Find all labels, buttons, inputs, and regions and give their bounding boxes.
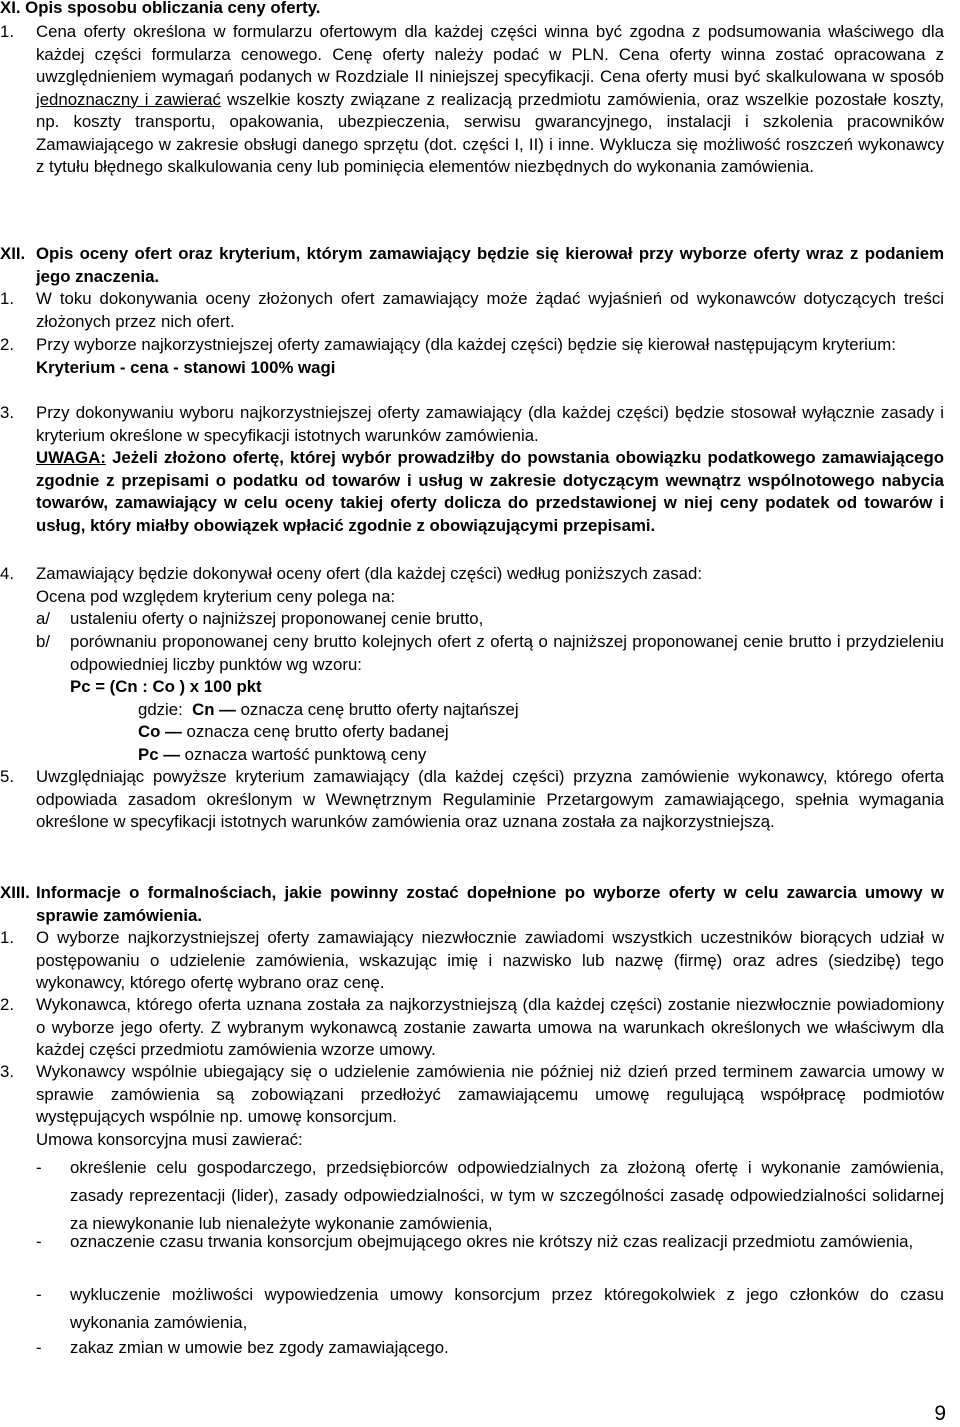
warning-text: Jeżeli złożono ofertę, której wybór prowadziłby do powstania obowiązku podatkowego zamawiającego zgodnie z przepisami o podatku od towarów i usług w zakresie dotyczącym wewnątrz wspólnotowego nabycia towarów, zamawiający w celu oceny takiej oferty dolicza do przedstawionej w niej ceny podatek od towarów i usług, który miałby obowiązek wpłacić zgodnie z obowiązującymi przepisami. [36, 448, 944, 535]
item-text-underlined: jednoznaczny i zawierać [36, 89, 221, 109]
dash-bullet: - [36, 1158, 42, 1177]
item-text [36, 334, 944, 379]
item-number: 3. [0, 1062, 14, 1081]
legend-symbol: Pc [138, 745, 159, 764]
item-number: 1. [0, 289, 14, 308]
item-number: 1. [0, 928, 14, 947]
legend-dash: — [214, 700, 241, 719]
section-number: XII. [0, 244, 26, 263]
item-text-part: Umowa konsorcyjna musi zawierać: [36, 1129, 303, 1149]
item-text-part: Ocena pod względem kryterium ceny polega na: [36, 586, 396, 606]
item-number: 2. [0, 335, 14, 354]
item-text [36, 1061, 944, 1151]
item-text: W toku dokonywania oceny złożonych ofert zamawiający może żądać wyjaśnień od wykonawców dotyczących treści złożonych przez nich ofert. [36, 289, 944, 331]
item-text-part: Wykonawcy wspólnie ubiegający się o udzielenie zamówienia nie później niż dzień przed terminem zawarcia umowy w sprawie zamówienia są zobowiązani przedłożyć zamawiającemu umowę regulującą współpracę podmiotów występujących wspólnie np. umowę konsorcjum. [36, 1062, 944, 1126]
sub-item-label: a/ [36, 609, 50, 628]
formula-legend-co [138, 721, 449, 744]
dash-text: określenie celu gospodarczego, przedsiębiorców odpowiedzialnych za złożoną ofertę i wykonanie zamówienia, zasady reprezentacji (lider), zasady odpowiedzialności, w tym w szczególności zasadę odpowiedzialności solidarnej za niewykonanie lub nienależyte wykonanie zamówienia, [70, 1158, 944, 1233]
dash-bullet: - [36, 1338, 42, 1357]
section-xii-title: Opis oceny ofert oraz kryterium, którym zamawiający będzie się kierował przy wyborze oferty wraz z podaniem jego znaczenia. [36, 244, 944, 286]
item-text: O wyborze najkorzystniejszej oferty zamawiający niezwłocznie zawiadomi wszystkich uczestników biorących udział w postępowaniu o udzielenie zamówienia, wskazując imię i nazwisko lub nazwę (firmę) oraz adres (siedzibę) tego wykonawcy, którego ofertę wybrano oraz cenę. [36, 928, 944, 992]
legend-dash: — [160, 722, 187, 741]
legend-dash: — [158, 745, 185, 764]
dash-text: oznaczenie czasu trwania konsorcjum obejmującego okres nie krótszy niż czas realizacji przedmiotu zamówienia, [70, 1232, 914, 1251]
formula: Pc = (Cn : Co ) x 100 pkt [70, 677, 262, 696]
section-xiii-title: Informacje o formalnościach, jakie powinny zostać dopełnione po wyborze oferty w celu zawarcia umowy w sprawie zamówienia. [36, 883, 944, 925]
legend-text: oznacza cenę brutto oferty najtańszej [240, 700, 519, 719]
item-text-part: Cena oferty określona w formularzu ofertowym dla każdej części winna być zgodna z podsumowania właściwego dla każdej części formularza cenowego. Cenę oferty należy podać w PLN. Cena oferty winna zostać opracowana z uwzględnieniem wymagań podanych w Rozdziale II niniejszej specyfikacji. Cena oferty musi być skalkulowana w sposób [36, 22, 944, 86]
criterion-text: Kryterium - cena - stanowi 100% wagi [36, 357, 336, 377]
item-text-part: wszelkie koszty związane z realizacją przedmiotu zamówienia, oraz wszelkie pozostałe koszty, np. koszty transportu, opakowania, ubezpieczenia, serwisu gwarancyjnego, instalacji i szkolenia pracowników Zamawiającego w zakresie obsługi danego sprzętu (dot. części I, II) i inne. Wyklucza się możliwość roszczeń wykonawcy z tytułu błędnego skalkulowania ceny lub pominięcia elementów niezbędnych do wykonania zamówienia. [36, 89, 944, 176]
item-number: 1. [0, 22, 14, 41]
warning-label: UWAGA: [36, 448, 106, 467]
item-number: 3. [0, 403, 14, 422]
item-text: Wykonawca, którego oferta uznana została za najkorzystniejszą (dla każdej części) zostanie niezwłocznie powiadomiony o wyborze jego oferty. Z wybranym wykonawcą zostanie zawarta umowa na warunkach określonych we właściwym dla każdej części przedmiotu zamówienia wzorze umowy. [36, 995, 944, 1059]
page-number: 9 [934, 1402, 946, 1425]
item-text-part: Przy dokonywaniu wyboru najkorzystniejszej oferty zamawiający (dla każdej części) będzie stosował wyłącznie zasady i kryterium określone w specyfikacji istotnych warunków zamówienia. [36, 403, 944, 445]
formula-legend-pc [138, 744, 426, 767]
dash-text: wykluczenie możliwości wypowiedzenia umowy konsorcjum przez któregokolwiek z jego członków do czasu wykonania zamówienia, [70, 1285, 944, 1332]
legend-where: gdzie: [138, 700, 183, 719]
item-text [36, 21, 944, 179]
sub-item-text: porównaniu proponowanej ceny brutto kolejnych ofert z ofertą o najniższej proponowanej cenie brutto i przydzieleniu odpowiedniej liczby punktów wg wzoru: [70, 632, 944, 674]
item-text: Uwzględniając powyższe kryterium zamawiający (dla każdej części) przyzna zamówienie wykonawcy, którego oferta odpowiada zasadom określonym w Wewnętrznym Regulaminie Przetargowym zamawiającego, spełnia wymagania określone w specyfikacji istotnych warunków zamówienia oraz uznana została za najkorzystniejszą. [36, 767, 944, 831]
dash-bullet: - [36, 1285, 42, 1304]
sub-item-label: b/ [36, 632, 50, 651]
item-number: 5. [0, 767, 14, 786]
item-text [36, 563, 944, 608]
section-number: XIII. [0, 883, 30, 902]
legend-text: oznacza cenę brutto oferty badanej [186, 722, 449, 741]
legend-symbol: Cn [192, 700, 215, 719]
legend-text: oznacza wartość punktową ceny [184, 745, 427, 764]
sub-item-text: ustaleniu oferty o najniższej proponowanej cenie brutto, [70, 609, 484, 628]
item-number: 2. [0, 995, 14, 1014]
item-number: 4. [0, 564, 14, 583]
item-text-part: Przy wyborze najkorzystniejszej oferty zamawiający (dla każdej części) będzie się kierował następującym kryterium: [36, 335, 896, 354]
item-text [36, 402, 944, 537]
section-xi-title: XI. Opis sposobu obliczania ceny oferty. [0, 0, 321, 17]
dash-text: zakaz zmian w umowie bez zgody zamawiającego. [70, 1338, 449, 1357]
dash-bullet: - [36, 1232, 42, 1251]
item-text-part: Zamawiający będzie dokonywał oceny ofert (dla każdej części) według poniższych zasad: [36, 564, 702, 583]
legend-symbol: Co [138, 722, 161, 741]
formula-legend-cn [138, 699, 519, 722]
